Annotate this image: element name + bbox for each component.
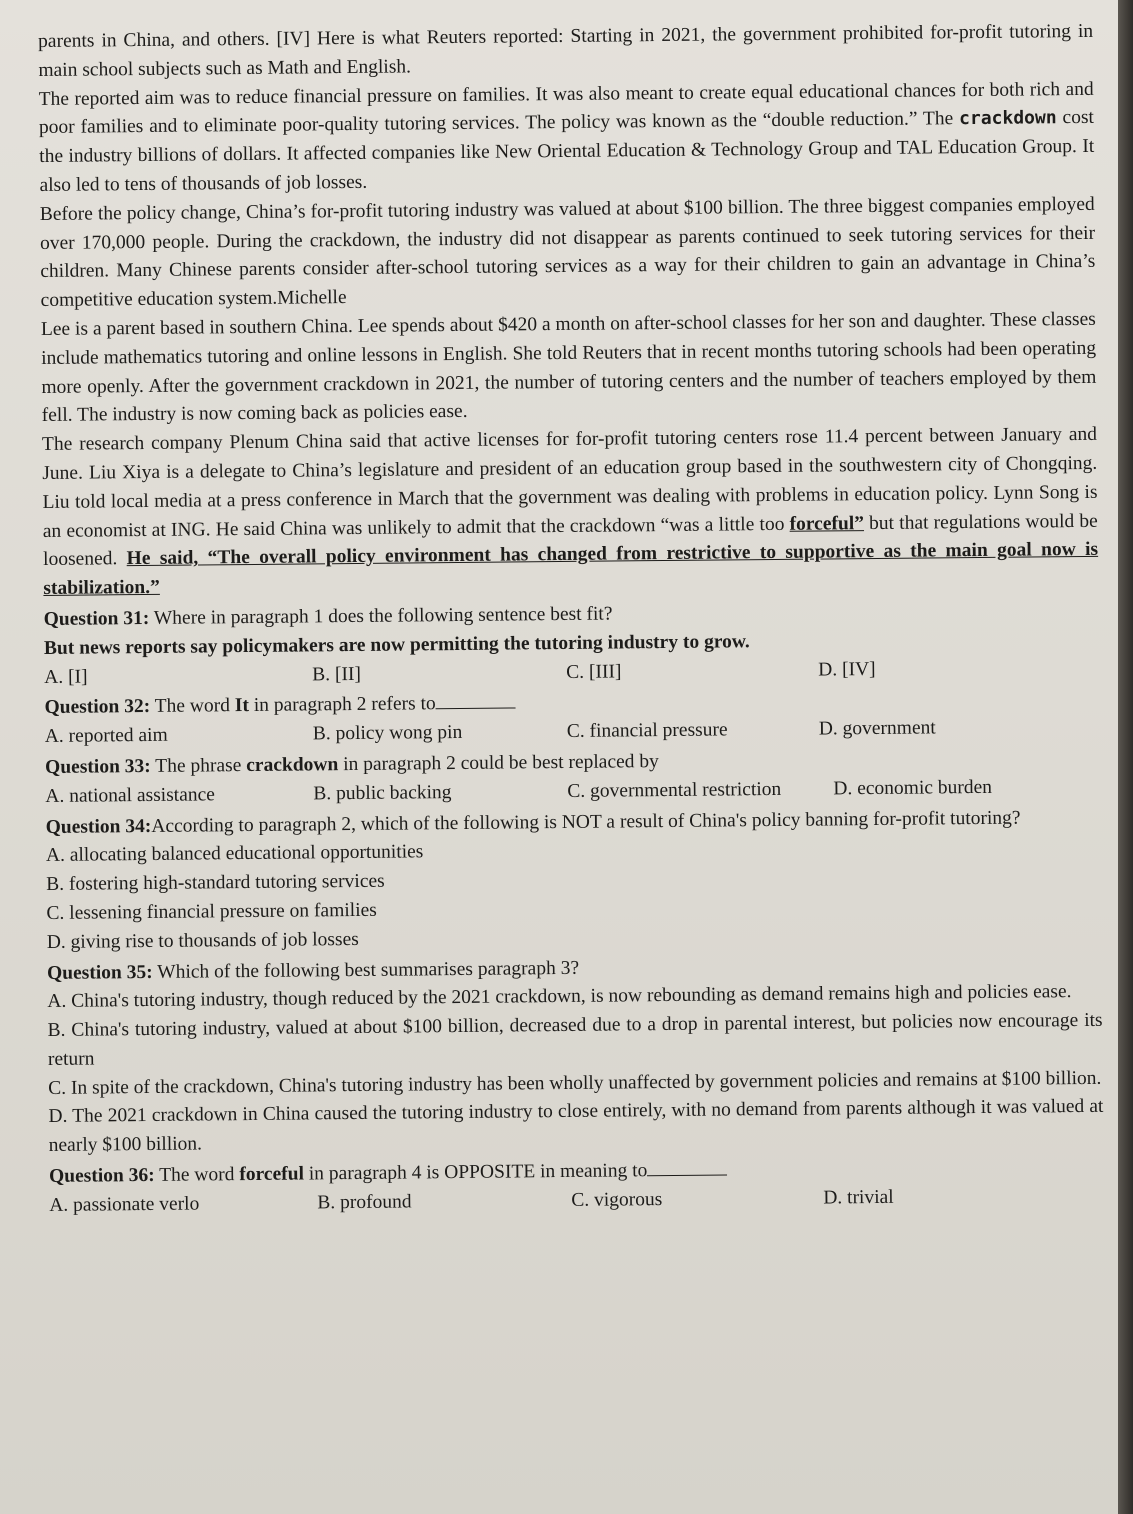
options-list	[46, 832, 1102, 957]
option-d[interactable]: D. economic burden	[833, 776, 993, 800]
keyword-forceful: forceful	[239, 1163, 305, 1186]
question-36: Question 36: The word forceful in paragraph 4 is OPPOSITE in meaning to A. passionate verlo B. profound C. vigorous D. trivial	[49, 1153, 1105, 1221]
answer-blank[interactable]	[647, 1157, 727, 1177]
option-a[interactable]: A. reported aim	[44, 724, 168, 748]
option-c[interactable]: C. lessening financial pressure on families	[46, 899, 377, 924]
option-b[interactable]: B. fostering high-standard tutoring services	[46, 870, 385, 896]
option-b[interactable]: B. policy wong pin	[312, 722, 463, 745]
reading-content	[38, 18, 1104, 1221]
options-list	[47, 978, 1104, 1161]
option-d[interactable]: D. giving rise to thousands of job losses	[46, 928, 359, 953]
option-d[interactable]: D. The 2021 crackdown in China caused the tutoring industry to close entirely, with no demand from parents although it was valued at nearly $100 billion.	[48, 1096, 1104, 1157]
option-a[interactable]: A. allocating balanced educational opportunities	[45, 841, 424, 867]
option-a[interactable]: A. China's tutoring industry, though reduced by the 2021 crackdown, is now rebounding as demand remains high and policies ease.	[47, 981, 1072, 1013]
question-label: Question 36:	[48, 1165, 155, 1188]
question-31: Question 31: Where in paragraph 1 does the following sentence best fit? But news reports say policymakers are now permitting the tutoring industry to grow. A. [I] B. [II] C. [III] D. [IV]	[44, 596, 1100, 693]
option-a[interactable]: A. national assistance	[45, 784, 215, 807]
option-c[interactable]: C. financial pressure	[566, 719, 728, 743]
option-b[interactable]: B. [II]	[312, 663, 362, 685]
option-b[interactable]: B. China's tutoring industry, valued at about $100 billion, decreased due to a drop in parental interest, but policies now encourage its return	[47, 1009, 1103, 1070]
option-c[interactable]: C. In spite of the crackdown, China's tutoring industry has been wholly unaffected by government policies and remains at $100 billion.	[48, 1067, 1102, 1099]
keyword-forceful: forceful”	[789, 512, 865, 535]
option-d[interactable]: D. trivial	[823, 1186, 894, 1209]
paragraph-2: The reported aim was to reduce financial pressure on families. It was also meant to create equal educational chances for both rich and poor families and to eliminate poor-quality tutoring services. The policy was known as the “double reduction.” The crackdown cost the industry billions of dollars. It affected companies like New Oriental Education & Technology Group and TAL Education Group. It also led to tens of thousands of job losses.	[38, 78, 1095, 196]
question-label: Question 34:	[45, 815, 152, 838]
paragraph-4: Lee is a parent based in southern China. Lee spends about $420 a month on after-school classes for her son and daughter. These classes include mathematics tutoring and online lessons in English. She told Reuters that in recent months tutoring schools had been operating more openly. After the government crackdown in 2021, the number of tutoring centers and the number of teachers employed by them fell. The industry is now coming back as policies ease.	[40, 308, 1097, 427]
question-33: Question 33: The phrase crackdown in paragraph 2 could be best replaced by A. national assistance B. public backing C. governmental restriction D. economic burden	[45, 744, 1101, 812]
option-d[interactable]: D. government	[818, 717, 936, 740]
underlined-quote: He said, “The overall policy environment has changed from restrictive to supportive as the main goal now is stabilization.”	[43, 539, 1099, 600]
option-a[interactable]: A. [I]	[44, 666, 88, 688]
question-35: Question 35: Which of the following best summarises paragraph 3? A. China's tutoring industry, though reduced by the 2021 crackdown, is now rebounding as demand remains high and policies ease. B. China's tutoring industry, valued at about $100 billion, decreased due to a drop in parental interest, but policies now encourage its return C. In spite of the crackdown, China's tutoring industry has been wholly unaffected by government policies and remains at $100 billion. D. The 2021 crackdown in China caused the tutoring industry to close entirely, with no demand from parents although it was valued at nearly $100 billion.	[47, 949, 1104, 1161]
paragraph-5: The research company Plenum China said that active licenses for for-profit tutoring centers rose 11.4 percent between January and June. Liu Xiya is a delegate to China’s legislature and president of an education group based in the southwestern city of Chongqing. Liu told local media at a press conference in March that the government was dealing with problems in education policy. Lynn Song is an economist at ING. He said China was unlikely to admit that the crackdown “was a little too forceful” but that regulations would be loosened. He said, “The overall policy environment has changed from restrictive to supportive as the main goal now is stabilization.”	[41, 424, 1099, 600]
inserted-sentence: But news reports say policymakers are now permitting the tutoring industry to grow.	[43, 630, 750, 659]
keyword-crackdown: crackdown	[959, 107, 1057, 130]
paragraph-3: Before the policy change, China’s for-profit tutoring industry was valued at about $100 billion. The three biggest companies employed over 170,000 people. During the crackdown, the industry did not disappear as parents continued to seek tutoring services for their children. Many Chinese parents consider after-school tutoring services as a way for their children to gain an advantage in China’s competitive education system.Michelle	[39, 193, 1096, 312]
option-b[interactable]: B. public backing	[313, 781, 452, 805]
answer-blank[interactable]	[436, 690, 516, 710]
question-34: Question 34:According to paragraph 2, which of the following is NOT a result of China's policy banning for-profit tutoring? A. allocating balanced educational opportunities B. fostering high-standard tutoring services C. lessening financial pressure on families D. giving rise to thousands of job losses	[46, 803, 1102, 957]
option-d[interactable]: D. [IV]	[818, 658, 876, 681]
keyword-it: It	[234, 695, 250, 717]
page-edge-shadow	[1118, 0, 1133, 1514]
question-label: Question 35:	[46, 961, 153, 984]
keyword-crackdown: crackdown	[246, 754, 339, 776]
paragraph-1-tail: parents in China, and others. [IV] Here is what Reuters reported: Starting in 2021, the government prohibited for-profit tutoring in main school subjects such as Math and English.	[38, 20, 1094, 81]
option-c[interactable]: C. [III]	[566, 660, 622, 683]
option-b[interactable]: B. profound	[317, 1191, 412, 1214]
option-c[interactable]: C. vigorous	[571, 1188, 663, 1211]
option-a[interactable]: A. passionate verlo	[49, 1193, 200, 1216]
option-c[interactable]: C. governmental restriction	[567, 778, 782, 802]
question-label: Question 31:	[43, 607, 150, 630]
question-32: Question 32: The word It in paragraph 2 refers to A. reported aim B. policy wong pin C. financial pressure D. government	[44, 684, 1100, 752]
question-label: Question 32:	[44, 696, 151, 719]
question-label: Question 33:	[44, 755, 151, 778]
